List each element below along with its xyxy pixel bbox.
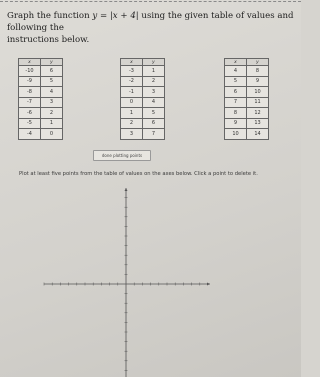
column-header: y	[41, 59, 63, 66]
y-value-cell: 6	[41, 66, 63, 77]
x-value-cell: 9	[225, 118, 247, 129]
y-value-cell: 8	[247, 66, 269, 77]
column-header: y	[247, 59, 269, 66]
y-value-cell: 6	[143, 118, 165, 129]
column-header: x	[19, 59, 41, 66]
x-value-cell: 6	[225, 87, 247, 98]
y-value-cell: 10	[247, 87, 269, 98]
x-value-cell: -6	[19, 108, 41, 119]
y-value-cell: 4	[41, 87, 63, 98]
x-value-cell: 2	[121, 118, 143, 129]
y-value-cell: 12	[247, 108, 269, 119]
y-value-cell: 9	[247, 76, 269, 87]
done-plotting-button[interactable]: done plotting points	[93, 150, 151, 161]
x-value-cell: 3	[121, 129, 143, 140]
y-value-cell: 7	[143, 129, 165, 140]
y-value-cell: 4	[143, 97, 165, 108]
column-header: x	[121, 59, 143, 66]
x-value-cell: -5	[19, 118, 41, 129]
y-value-cell: 2	[41, 108, 63, 119]
x-value-cell: 1	[121, 108, 143, 119]
x-value-cell: 7	[225, 97, 247, 108]
y-value-cell: 5	[41, 76, 63, 87]
x-value-cell: 10	[225, 129, 247, 140]
y-value-cell: 1	[143, 66, 165, 77]
x-value-cell: -9	[19, 76, 41, 87]
y-value-cell: 3	[143, 87, 165, 98]
x-value-cell: 0	[121, 97, 143, 108]
prompt-text-line2: instructions below.	[7, 35, 90, 45]
y-value-cell: 0	[41, 129, 63, 140]
x-value-cell: -2	[121, 76, 143, 87]
x-value-cell: 4	[225, 66, 247, 77]
x-value-cell: -8	[19, 87, 41, 98]
x-value-cell: -10	[19, 66, 41, 77]
x-value-cell: -4	[19, 129, 41, 140]
y-value-cell: 2	[143, 76, 165, 87]
column-header: y	[143, 59, 165, 66]
y-value-cell: 3	[41, 97, 63, 108]
plot-instructions: Plot at least five points from the table of values on the axes below. Click a point to delete it.	[19, 171, 258, 177]
x-value-cell: -7	[19, 97, 41, 108]
y-value-cell: 11	[247, 97, 269, 108]
x-value-cell: 5	[225, 76, 247, 87]
column-header: x	[225, 59, 247, 66]
prompt-text: Graph the function	[7, 11, 93, 21]
function-equation: y = |x + 4|	[92, 11, 139, 21]
x-value-cell: -3	[121, 66, 143, 77]
x-axis-arrow	[207, 283, 210, 286]
x-value-cell: -1	[121, 87, 143, 98]
y-value-cell: 5	[143, 108, 165, 119]
y-value-cell: 1	[41, 118, 63, 129]
y-axis-arrow	[125, 188, 128, 191]
y-value-cell: 14	[247, 129, 269, 140]
x-value-cell: 8	[225, 108, 247, 119]
y-value-cell: 13	[247, 118, 269, 129]
prompt-text-cont: using the given table of values and following the	[7, 11, 294, 33]
